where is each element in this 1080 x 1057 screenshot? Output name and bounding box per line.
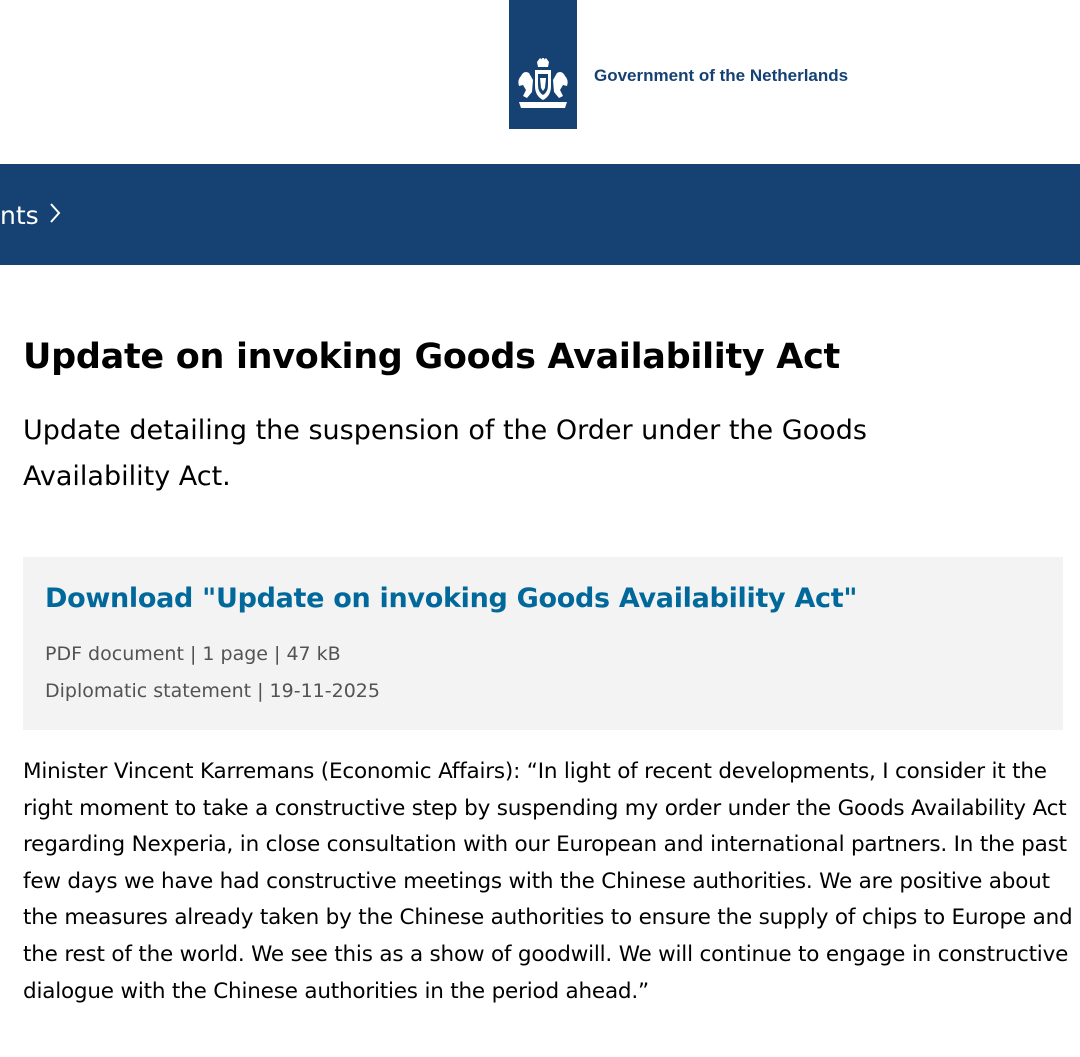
download-document-link[interactable]: Download "Update on invoking Goods Availability Act" [45,583,858,614]
government-logo-link[interactable] [509,0,577,129]
page-title: Update on invoking Goods Availability Act [23,337,840,377]
nav-breadcrumb-label: nts [0,201,39,230]
main-navigation-bar [0,164,1080,265]
download-box [23,557,1063,730]
nav-breadcrumb-item[interactable] [0,197,61,233]
document-info: Diplomatic statement | 19-11-2025 [45,680,380,702]
royal-coat-of-arms-icon [515,58,571,110]
page-intro: Update detailing the suspension of the Order under the Goods Availability Act. [23,415,867,492]
chevron-right-icon [49,198,61,234]
file-info: PDF document | 1 page | 47 kB [45,643,341,665]
article-body: Minister Vincent Karremans (Economic Affairs): “In light of recent developments, I consider it the right moment to take a constructive step by suspending my order under the Goods Availability Act regarding Nexperia, in close consultation with our European and international partners. In the past few days we have had constructive meetings with the Chinese authorities. We are positive about the measures already taken by the Chinese authorities to ensure the supply of chips to Europe and the rest of the world. We see this as a show of goodwill. We will continue to engage in constructive dialogue with the Chinese authorities in the period ahead.” [23,759,1073,1004]
government-name[interactable]: Government of the Netherlands [594,66,849,85]
site-header [0,0,1080,164]
